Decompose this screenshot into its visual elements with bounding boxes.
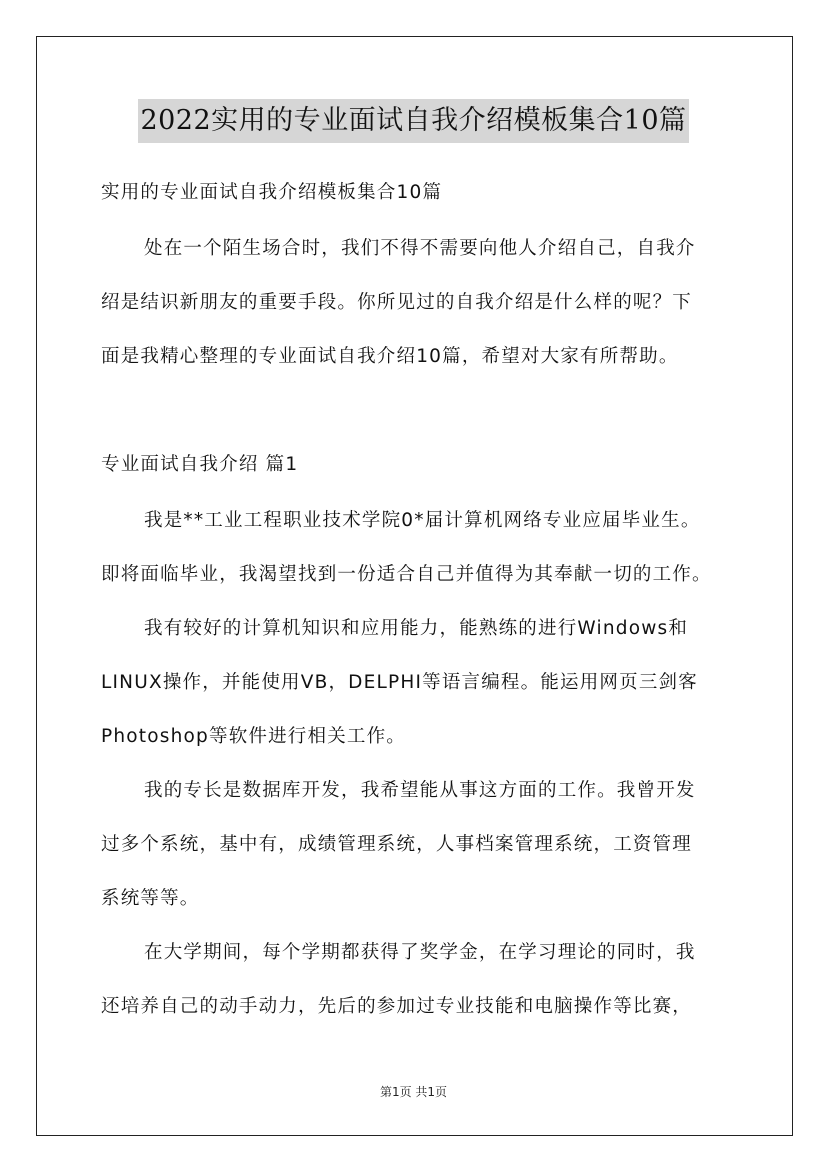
paragraph-line: 过多个系统，基中有，成绩管理系统，人事档案管理系统，工资管理 [101, 834, 693, 855]
paragraph-line: Photoshop等软件进行相关工作。 [101, 726, 406, 747]
document-title: 2022实用的专业面试自我介绍模板集合10篇 [138, 99, 688, 143]
paragraph-line: 面是我精心整理的专业面试自我介绍10篇，希望对大家有所帮助。 [101, 346, 679, 367]
page-footer: 第1页 共1页 [379, 1085, 448, 1099]
paragraph-line: 我有较好的计算机知识和应用能力，能熟练的进行Windows和 [144, 618, 689, 639]
paragraph-line: 绍是结识新朋友的重要手段。你所见过的自我介绍是什么样的呢？下 [101, 292, 693, 313]
subtitle-line: 实用的专业面试自我介绍模板集合10篇 [101, 182, 443, 203]
paragraph-line: 系统等等。 [101, 888, 200, 909]
paragraph-line: 处在一个陌生场合时，我们不得不需要向他人介绍自己，自我介 [144, 238, 696, 259]
paragraph-line: 我的专长是数据库开发，我希望能从事这方面的工作。我曾开发 [144, 780, 696, 801]
paragraph-line: 还培养自己的动手动力，先后的参加过专业技能和电脑操作等比赛， [101, 996, 693, 1017]
title-container [0, 99, 827, 143]
paragraph-line: LINUX操作，并能使用VB，DELPHI等语言编程。能运用网页三剑客 [101, 672, 698, 693]
section-heading: 专业面试自我介绍 篇1 [101, 454, 299, 475]
paragraph-line: 即将面临毕业，我渴望找到一份适合自己并值得为其奉献一切的工作。 [101, 564, 712, 585]
paragraph-line: 我是**工业工程职业技术学院0*届计算机网络专业应届毕业生。 [144, 510, 701, 531]
paragraph-line: 在大学期间，每个学期都获得了奖学金，在学习理论的同时，我 [144, 942, 696, 963]
